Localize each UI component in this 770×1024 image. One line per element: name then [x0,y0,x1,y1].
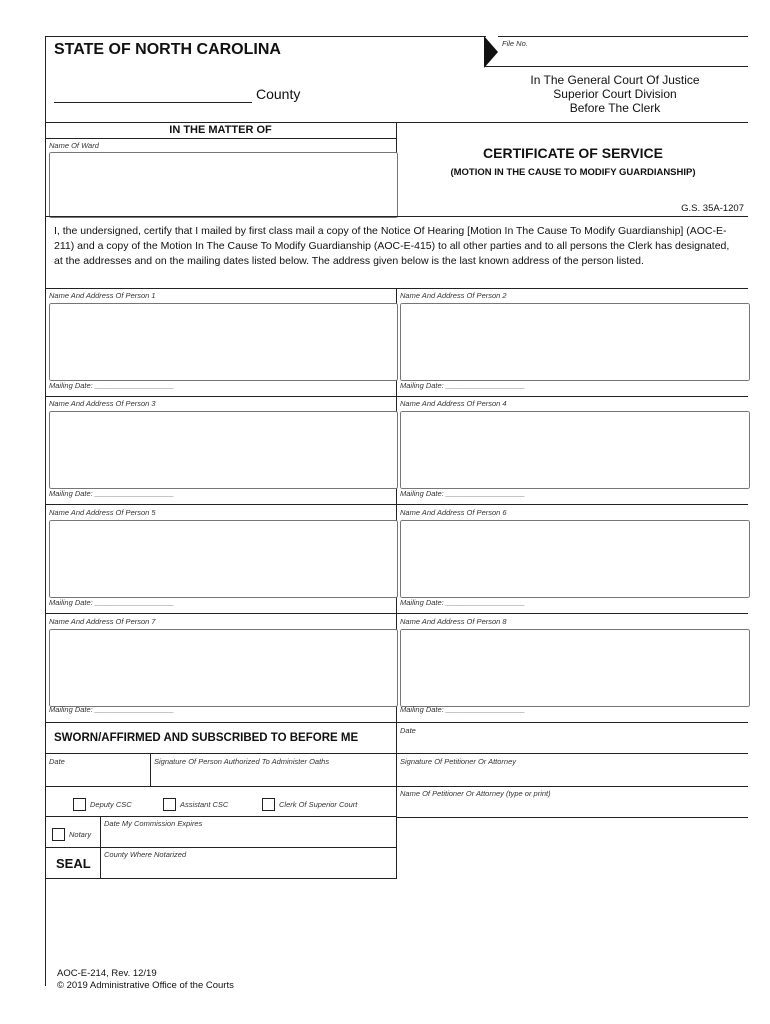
copyright: © 2019 Administrative Office of the Courts [57,980,234,991]
matter-heading-rule [45,138,396,139]
person-5-label: Name And Address Of Person 5 [49,508,156,517]
notary-checkbox[interactable] [52,828,65,841]
court-line-1: In The General Court Of Justice [530,73,700,87]
person-1-address-input[interactable] [49,303,398,381]
authorized-signature-label: Signature Of Person Authorized To Administer Oaths [154,757,330,766]
certificate-title: CERTIFICATE OF SERVICE [483,145,663,161]
assistant-csc-option[interactable] [163,798,228,811]
sworn-date-divider [150,753,151,786]
person-6-mailing-date[interactable]: Mailing Date: ___________________ [400,598,526,607]
deputy-csc-label: Deputy CSC [90,800,132,809]
person-7-address-input[interactable] [49,629,398,707]
person-2-label: Name And Address Of Person 2 [400,291,507,300]
authorized-signature-input[interactable] [154,768,392,782]
county-input[interactable] [54,88,250,103]
ward-name-input[interactable] [49,152,398,218]
footer [57,968,234,992]
sworn-divider [396,722,397,878]
person-8-address-input[interactable] [400,629,750,707]
person-2-address-input[interactable] [400,303,750,381]
person-3-address-input[interactable] [49,411,398,489]
ward-label: Name Of Ward [49,141,99,150]
persons-row-rule-2 [45,504,748,505]
court-line-2: Superior Court Division [553,87,677,101]
checkbox-row-rule [45,816,396,817]
commission-rule [45,847,396,848]
top-rule [45,36,486,37]
deputy-csc-checkbox[interactable] [73,798,86,811]
person-3-mailing-date[interactable]: Mailing Date: ___________________ [49,489,175,498]
persons-row-rule-3 [45,613,748,614]
statute-reference: G.S. 35A-1207 [681,203,744,214]
petitioner-date-input[interactable] [400,737,744,751]
seal-label: SEAL [56,856,91,871]
court-line-3: Before The Clerk [569,101,661,115]
person-1-mailing-date[interactable]: Mailing Date: ___________________ [49,381,175,390]
assistant-csc-checkbox[interactable] [163,798,176,811]
persons-row-rule-1 [45,396,748,397]
file-no-bottom-rule [484,66,748,67]
person-2-mailing-date[interactable]: Mailing Date: ___________________ [400,381,526,390]
state-title: STATE OF NORTH CAROLINA [54,41,281,58]
person-3-label: Name And Address Of Person 3 [49,399,156,408]
person-4-mailing-date[interactable]: Mailing Date: ___________________ [400,489,526,498]
deputy-csc-option[interactable] [73,798,132,811]
court-division [480,73,750,115]
signature-row-rule [45,786,748,787]
sworn-bottom-rule [45,878,397,879]
file-no-input[interactable] [540,48,740,64]
file-no-arrow-icon [484,36,498,68]
person-7-mailing-date[interactable]: Mailing Date: ___________________ [49,705,175,714]
person-4-address-input[interactable] [400,411,750,489]
certificate-subtitle: (MOTION IN THE CAUSE TO MODIFY GUARDIANSHIP) [450,167,696,178]
petitioner-signature-label: Signature Of Petitioner Or Attorney [400,757,517,766]
left-border [45,36,46,986]
file-no-label: File No. [502,39,528,48]
clerk-superior-checkbox[interactable] [262,798,275,811]
county-field[interactable] [54,86,252,103]
petitioner-name-rule [396,817,748,818]
person-5-mailing-date[interactable]: Mailing Date: ___________________ [49,598,175,607]
person-6-address-input[interactable] [400,520,750,598]
county-label: County [256,86,301,102]
person-8-label: Name And Address Of Person 8 [400,617,507,626]
person-6-label: Name And Address Of Person 6 [400,508,507,517]
person-5-address-input[interactable] [49,520,398,598]
file-no-top-rule [498,36,748,37]
petitioner-date-label: Date [400,726,416,735]
petitioner-name-label: Name Of Petitioner Or Attorney (type or print) [400,789,551,798]
person-4-label: Name And Address Of Person 4 [400,399,507,408]
commission-expires-input[interactable] [104,830,392,844]
sworn-heading: SWORN/AFFIRMED AND SUBSCRIBED TO BEFORE ME [54,732,359,744]
matter-heading: IN THE MATTER OF [169,124,272,136]
county-notarized-input[interactable] [104,861,392,875]
person-8-mailing-date[interactable]: Mailing Date: ___________________ [400,705,526,714]
person-7-label: Name And Address Of Person 7 [49,617,156,626]
assistant-csc-label: Assistant CSC [180,800,229,809]
certification-text: I, the undersigned, certify that I mailed by first class mail a copy of the Notice Of Hearing [Motion In The Cause To Modify Guardianship] (AOC-E-211) and a copy of the Motion In The Cause To Modify Guardianship (AOC-E-415) to all other parties and to all persons the Clerk has designated, at the addresses and on the mailing dates listed below. The address given below is the last known address of the person listed. [54,225,730,267]
petitioner-signature-input[interactable] [400,768,744,782]
commission-expires-label: Date My Commission Expires [104,819,203,828]
clerk-superior-option[interactable] [262,798,357,811]
clerk-superior-label: Clerk Of Superior Court [279,800,358,809]
certification-top-rule [45,216,748,217]
petitioner-name-input[interactable] [400,800,744,814]
form-number: AOC-E-214, Rev. 12/19 [57,968,157,979]
sworn-date-label: Date [49,757,65,766]
person-1-label: Name And Address Of Person 1 [49,291,156,300]
notary-option[interactable] [52,828,91,841]
notary-label: Notary [69,830,92,839]
sworn-date-input[interactable] [49,768,146,782]
county-notarized-label: County Where Notarized [104,850,187,859]
